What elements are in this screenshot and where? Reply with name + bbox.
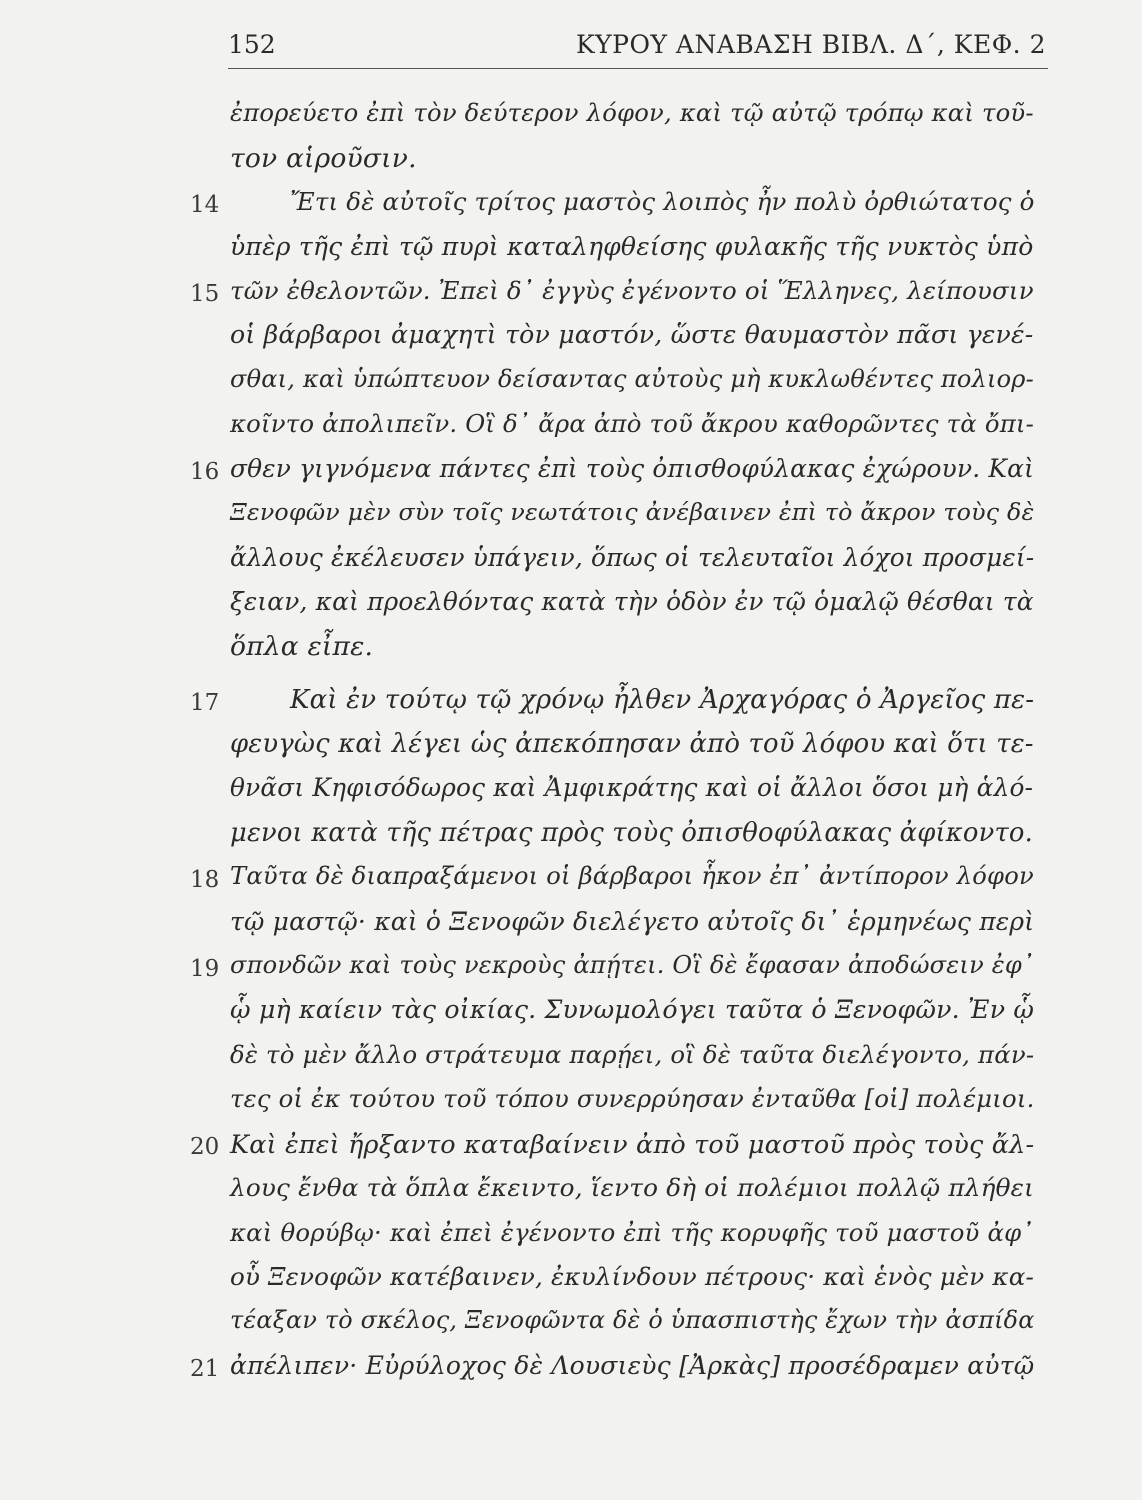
- section-number: 21: [190, 1356, 220, 1382]
- text-line: φευγὼς καὶ λέγει ὡς ἀπεκόπησαν ἀπὸ τοῦ λόφου καὶ ὅτι τε-: [230, 729, 1034, 759]
- section-number: 16: [190, 459, 220, 485]
- text-line: οὗ Ξενοφῶν κατέβαινεν, ἐκυλίνδουν πέτρους· καὶ ἑνὸς μὲν κα-: [230, 1262, 1035, 1291]
- text-line: δὲ τὸ μὲν ἄλλο στράτευμα παρῄει, οἳ δὲ ταῦτα διελέγοντο, πάν-: [230, 1040, 1035, 1069]
- text-line: οἱ βάρβαροι ἀμαχητὶ τὸν μαστόν, ὥστε θαυμαστὸν πᾶσι γενέ-: [230, 320, 1034, 349]
- text-line: ἄλλους ἐκέλευσεν ὑπάγειν, ὅπως οἱ τελευταῖοι λόχοι προσμεί-: [230, 543, 1035, 572]
- text-line: λους ἔνθα τὰ ὅπλα ἔκειντο, ἵεντο δὴ οἱ πολέμιοι πολλῷ πλήθει: [230, 1173, 1034, 1202]
- text-line: τες οἱ ἐκ τούτου τοῦ τόπου συνερρύησαν ἐνταῦθα [οἱ] πολέμιοι.: [230, 1084, 1035, 1113]
- text-line: Ἔτι δὲ αὐτοῖς τρίτος μαστὸς λοιπὸς ἦν πολὺ ὀρθιώτατος ὁ: [290, 187, 1035, 216]
- running-head: ΚΥΡΟΥ ΑΝΑΒΑΣΗ ΒΙΒΛ. Δ΄, ΚΕΦ. 2: [575, 30, 1046, 59]
- text-line: ὅπλα εἶπε.: [230, 631, 374, 662]
- text-line: μενοι κατὰ τῆς πέτρας πρὸς τοὺς ὀπισθοφύλακας ἀφίκοντο.: [230, 818, 1034, 848]
- text-line: κοῖντο ἀπολιπεῖν. Οἳ δ᾽ ἄρα ἀπὸ τοῦ ἄκρου καθορῶντες τὰ ὄπι-: [230, 409, 1035, 438]
- text-line: σθαι, καὶ ὑπώπτευον δείσαντας αὐτοὺς μὴ κυκλωθέντες πολιορ-: [230, 365, 1034, 393]
- text-line: Καὶ ἐπεὶ ἤρξαντο καταβαίνειν ἀπὸ τοῦ μαστοῦ πρὸς τοὺς ἄλ-: [230, 1129, 1035, 1159]
- text-line: ἐπορεύετο ἐπὶ τὸν δεύτερον λόφον, καὶ τῷ αὐτῷ τρόπῳ καὶ τοῦ-: [230, 98, 1034, 127]
- section-number: 14: [190, 192, 220, 218]
- section-number: 19: [190, 956, 220, 982]
- text-line: σθεν γιγνόμενα πάντες ἐπὶ τοὺς ὀπισθοφύλακας ἐχώρουν. Καὶ: [230, 454, 1034, 483]
- page-header: [228, 30, 1048, 66]
- text-line: τον αἱροῦσιν.: [230, 143, 417, 174]
- text-line: τῶν ἐθελοντῶν. Ἐπεὶ δ᾽ ἐγγὺς ἐγένοντο οἱ Ἕλληνες, λείπουσιν: [230, 276, 1034, 305]
- text-line: Ξενοφῶν μὲν σὺν τοῖς νεωτάτοις ἀνέβαινεν ἐπὶ τὸ ἄκρον τοὺς δὲ: [230, 498, 1035, 526]
- text-line: Ταῦτα δὲ διαπραξάμενοι οἱ βάρβαροι ἧκον ἐπ᾽ ἀντίπορον λόφον: [230, 862, 1034, 890]
- text-line: ἀπέλιπεν· Εὐρύλοχος δὲ Λουσιεὺς [Ἀρκὰς] προσέδραμεν αὐτῷ: [230, 1351, 1035, 1380]
- section-number: 15: [190, 281, 220, 307]
- text-line: τῷ μαστῷ· καὶ ὁ Ξενοφῶν διελέγετο αὐτοῖς δι᾽ ἑρμηνέως περὶ: [230, 907, 1035, 936]
- section-number: 20: [190, 1134, 220, 1160]
- text-line: ᾧ μὴ καίειν τὰς οἰκίας. Συνωμολόγει ταῦτα ὁ Ξενοφῶν. Ἐν ᾧ: [230, 995, 1035, 1024]
- text-line: ὑπὲρ τῆς ἐπὶ τῷ πυρὶ καταληφθείσης φυλακῆς τῆς νυκτὸς ὑπὸ: [230, 232, 1034, 261]
- text-line: Καὶ ἐν τούτῳ τῷ χρόνῳ ἦλθεν Ἀρχαγόρας ὁ Ἀργεῖος πε-: [290, 685, 1035, 715]
- page-number: 152: [228, 30, 276, 59]
- text-line: ξειαν, καὶ προελθόντας κατὰ τὴν ὁδὸν ἐν τῷ ὁμαλῷ θέσθαι τὰ: [230, 587, 1034, 616]
- text-line: σπονδῶν καὶ τοὺς νεκροὺς ἀπῄτει. Οἳ δὲ ἔφασαν ἀποδώσειν ἐφ᾽: [230, 951, 1035, 979]
- text-line: καὶ θορύβῳ· καὶ ἐπεὶ ἐγένοντο ἐπὶ τῆς κορυφῆς τοῦ μαστοῦ ἀφ᾽: [230, 1218, 1034, 1247]
- section-number: 17: [190, 690, 220, 716]
- header-rule: [228, 68, 1048, 69]
- section-number: 18: [190, 867, 220, 893]
- text-line: θνᾶσι Κηφισόδωρος καὶ Ἀμφικράτης καὶ οἱ ἄλλοι ὅσοι μὴ ἁλό-: [230, 773, 1034, 802]
- text-line: τέαξαν τὸ σκέλος, Ξενοφῶντα δὲ ὁ ὑπασπιστὴς ἔχων τὴν ἀσπίδα: [230, 1306, 1035, 1334]
